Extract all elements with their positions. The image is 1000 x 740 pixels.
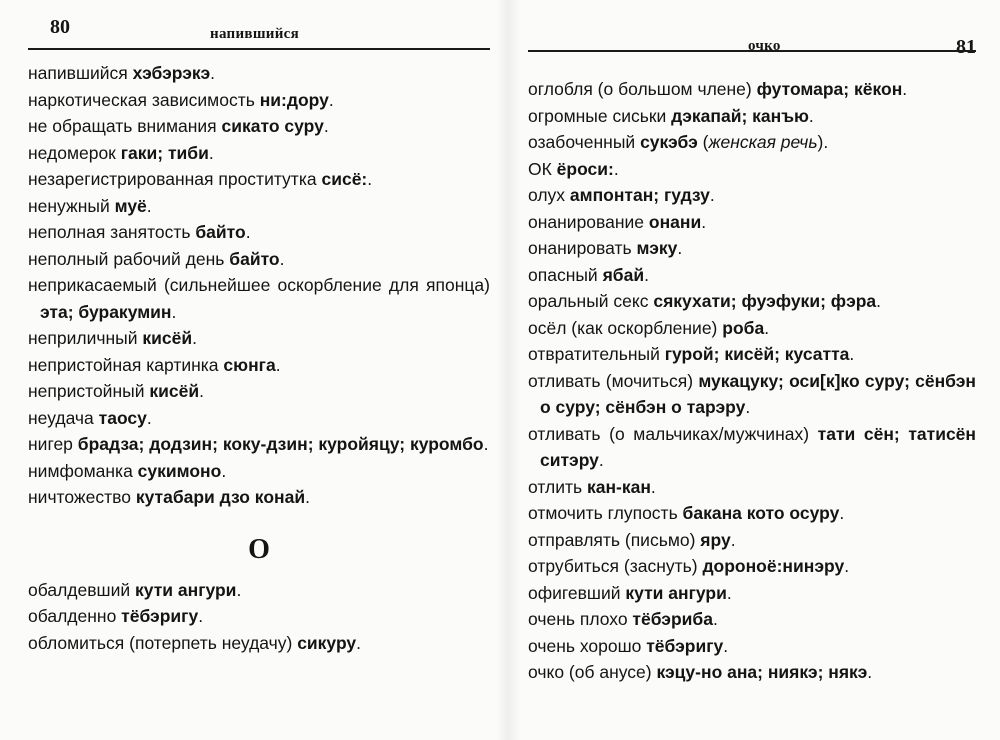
right-entries bbox=[528, 76, 976, 686]
dictionary-entry bbox=[28, 113, 490, 140]
entry-headword: обломиться (потерпеть неудачу) bbox=[28, 632, 298, 653]
left-entries-before bbox=[28, 60, 490, 511]
entry-headword: . bbox=[598, 450, 604, 470]
entry-headword: . bbox=[328, 89, 334, 110]
dictionary-entry bbox=[28, 272, 490, 325]
dictionary-entry bbox=[528, 76, 976, 103]
entry-headword: неполная занятость bbox=[28, 222, 196, 242]
entry-headword: непристойный bbox=[28, 381, 150, 401]
entry-headword: ничтожество bbox=[28, 487, 136, 507]
left-page bbox=[28, 0, 490, 740]
dictionary-entry bbox=[528, 553, 976, 580]
entry-headword: недомерок bbox=[28, 142, 121, 163]
dictionary-entry bbox=[528, 315, 976, 342]
entry-translation: роба bbox=[722, 317, 765, 338]
entry-headword: отвратительный bbox=[528, 344, 665, 364]
dictionary-entry bbox=[528, 368, 976, 421]
entry-headword: . bbox=[171, 301, 177, 322]
entry-translation: тёбэригу bbox=[121, 606, 199, 626]
entry-headword: . bbox=[356, 632, 362, 653]
entry-translation: мукацуку; оси[к]ко суру; сёнбэн о суру; сёнбэн о тарэру bbox=[540, 370, 976, 417]
entry-headword: . bbox=[146, 407, 152, 428]
entry-headword: . bbox=[677, 238, 683, 258]
entry-headword: . bbox=[305, 487, 310, 507]
left-running-head: напившийся bbox=[210, 26, 300, 42]
entry-headword: . bbox=[221, 460, 227, 481]
entry-translation: дэкапай; канъю bbox=[671, 105, 809, 126]
entry-translation: сукэбэ bbox=[640, 132, 698, 152]
dictionary-entry bbox=[528, 129, 976, 156]
right-page-header bbox=[528, 16, 976, 58]
entry-headword: . bbox=[367, 169, 373, 189]
entry-translation: сисё: bbox=[321, 169, 368, 189]
entry-translation: муё bbox=[114, 195, 147, 216]
entry-headword: . bbox=[902, 79, 908, 99]
dictionary-entry bbox=[528, 527, 976, 554]
section-letter: О bbox=[248, 533, 270, 565]
entry-translation: сикуру bbox=[297, 632, 357, 653]
entry-headword: неприкасаемый (сильнейшее оскорбление для японца) bbox=[28, 275, 490, 295]
dictionary-entry bbox=[528, 500, 976, 527]
entry-translation: таосу bbox=[98, 407, 147, 428]
entry-translation: сикато суру bbox=[221, 116, 324, 136]
entry-headword: опасный bbox=[528, 264, 603, 285]
entry-headword: . bbox=[208, 142, 214, 163]
entry-headword: не обращать внимания bbox=[28, 116, 222, 136]
entry-translation: кан-кан bbox=[586, 476, 651, 497]
entry-headword: нимфоманка bbox=[28, 460, 138, 481]
entry-translation: футомара; кёкон bbox=[756, 79, 903, 99]
dictionary-entry bbox=[528, 182, 976, 209]
entry-translation: ёроси: bbox=[556, 158, 614, 179]
entry-headword: очко (об анусе) bbox=[528, 662, 657, 682]
dictionary-entry bbox=[28, 630, 490, 657]
entry-headword: . bbox=[808, 105, 814, 126]
dictionary-entry bbox=[528, 341, 976, 368]
right-running-head: очко bbox=[748, 38, 781, 54]
entry-headword: обалденно bbox=[28, 606, 122, 626]
entry-translation: сякухати; фуэфуки; фэра bbox=[653, 291, 877, 311]
left-page-header bbox=[28, 16, 490, 52]
book-gutter bbox=[496, 0, 520, 740]
entry-headword: . bbox=[709, 185, 715, 205]
dictionary-entry bbox=[28, 405, 490, 432]
dictionary-entry bbox=[28, 140, 490, 167]
entry-headword: отливать (мочиться) bbox=[528, 370, 699, 391]
entry-headword: отливать (о мальчиках/мужчинах) bbox=[528, 423, 818, 444]
entry-translation: тёбэриба bbox=[632, 609, 713, 629]
entry-headword: . bbox=[323, 116, 329, 136]
entry-note: женская речь bbox=[708, 132, 818, 152]
dictionary-entry bbox=[528, 633, 976, 660]
dictionary-entry bbox=[528, 156, 976, 183]
entry-headword: . bbox=[701, 211, 707, 232]
entry-headword: . bbox=[146, 195, 152, 216]
right-entries-list bbox=[528, 76, 976, 686]
dictionary-entry bbox=[28, 60, 490, 87]
dictionary-entry bbox=[528, 659, 976, 686]
entry-headword: огромные сиськи bbox=[528, 105, 672, 126]
entry-headword: отправлять (письмо) bbox=[528, 529, 701, 550]
entry-headword: ОК bbox=[528, 158, 557, 179]
entry-headword: . bbox=[867, 662, 873, 682]
entry-headword: . bbox=[730, 529, 736, 550]
dictionary-entry bbox=[28, 378, 490, 405]
right-page bbox=[528, 0, 976, 740]
entry-headword: олух bbox=[528, 185, 570, 205]
dictionary-entry bbox=[28, 484, 490, 511]
entry-translation: кисёй bbox=[142, 328, 193, 348]
entry-headword: . bbox=[279, 248, 285, 269]
entry-headword: незарегистрированная проститутка bbox=[28, 169, 322, 189]
left-header-rule bbox=[28, 48, 490, 50]
entry-headword: отмочить глупость bbox=[528, 503, 683, 523]
right-page-number: 81 bbox=[956, 36, 976, 58]
entry-headword: . bbox=[245, 222, 251, 242]
entry-headword: . bbox=[876, 291, 882, 311]
entry-translation: онани bbox=[648, 211, 702, 232]
entry-translation: тати сён; татисён ситэру bbox=[540, 423, 976, 470]
entry-headword: . bbox=[764, 317, 770, 338]
entry-translation: тёбэригу bbox=[646, 635, 724, 656]
entry-translation: сюнга bbox=[223, 354, 276, 375]
entry-translation: брадза; додзин; коку-дзин; куройяцу; куромбо bbox=[77, 434, 484, 454]
dictionary-entry bbox=[28, 193, 490, 220]
dictionary-entry bbox=[28, 219, 490, 246]
entry-headword: . bbox=[644, 264, 649, 285]
entry-translation: дороноё:нинэру bbox=[702, 556, 845, 576]
entry-headword: . bbox=[650, 476, 656, 497]
entry-headword: . bbox=[210, 63, 215, 83]
dictionary-entry bbox=[28, 577, 490, 604]
entry-headword: ( bbox=[697, 132, 709, 152]
entry-headword: . bbox=[839, 503, 845, 523]
entry-headword: . bbox=[483, 434, 489, 454]
entry-translation: байто bbox=[229, 248, 280, 269]
entry-headword: ненужный bbox=[28, 195, 115, 216]
entry-headword: отрубиться (заснуть) bbox=[528, 556, 703, 576]
dictionary-entry bbox=[28, 325, 490, 352]
entry-translation: эта; буракумин bbox=[40, 301, 172, 322]
dictionary-entry bbox=[528, 580, 976, 607]
entry-translation: гаки; тиби bbox=[120, 142, 209, 163]
dictionary-entry bbox=[528, 606, 976, 633]
entry-headword: . bbox=[726, 582, 732, 603]
entry-translation: гурой; кисёй; кусатта bbox=[664, 344, 850, 364]
entry-headword: ). bbox=[817, 132, 829, 152]
entry-headword: . bbox=[723, 635, 729, 656]
entry-headword: обалдевший bbox=[28, 579, 135, 600]
left-entries bbox=[28, 60, 490, 656]
entry-headword: очень плохо bbox=[528, 609, 633, 629]
entry-headword: онанировать bbox=[528, 238, 637, 258]
entry-headword: неприличный bbox=[28, 328, 143, 348]
entry-headword: . bbox=[844, 556, 850, 576]
entry-translation: кутабари дзо конай bbox=[135, 487, 306, 507]
entry-translation: хэбэрэкэ bbox=[132, 63, 211, 83]
entry-translation: яру bbox=[700, 529, 731, 550]
entry-translation: байто bbox=[195, 222, 246, 242]
entry-headword: . bbox=[745, 397, 751, 417]
entry-headword: напившийся bbox=[28, 63, 133, 83]
left-entries-after bbox=[28, 577, 490, 657]
entry-headword: . bbox=[192, 328, 197, 348]
entry-headword: осёл (как оскорбление) bbox=[528, 317, 723, 338]
dictionary-entry bbox=[28, 166, 490, 193]
entry-translation: кути ангури bbox=[625, 582, 727, 603]
dictionary-entry bbox=[28, 603, 490, 630]
entry-translation: ябай bbox=[602, 264, 645, 285]
dictionary-entry bbox=[528, 262, 976, 289]
dictionary-entry bbox=[528, 103, 976, 130]
entry-headword: . bbox=[275, 354, 281, 375]
entry-translation: сукимоно bbox=[137, 460, 222, 481]
entry-translation: кэцу-но ана; ниякэ; някэ bbox=[656, 662, 868, 682]
entry-headword: . bbox=[198, 606, 204, 626]
entry-translation: ни:дору bbox=[259, 89, 329, 110]
dictionary-entry bbox=[28, 352, 490, 379]
entry-headword: офигевший bbox=[528, 582, 626, 603]
dictionary-entry bbox=[528, 421, 976, 474]
right-header-rule bbox=[528, 50, 976, 52]
entry-translation: кисёй bbox=[149, 381, 200, 401]
entry-headword: . bbox=[613, 158, 619, 179]
entry-headword: . bbox=[849, 344, 855, 364]
entry-translation: мэку bbox=[636, 238, 678, 258]
entry-headword: . bbox=[199, 381, 204, 401]
dictionary-entry bbox=[28, 87, 490, 114]
dictionary-entry bbox=[28, 431, 490, 458]
dictionary-entry bbox=[28, 246, 490, 273]
entry-headword: очень хорошо bbox=[528, 635, 647, 656]
entry-headword: нигер bbox=[28, 434, 78, 454]
entry-headword: неудача bbox=[28, 407, 99, 428]
entry-headword: . bbox=[236, 579, 242, 600]
dictionary-entry bbox=[528, 209, 976, 236]
entry-headword: наркотическая зависимость bbox=[28, 89, 260, 110]
entry-translation: ампонтан; гудзу bbox=[569, 185, 710, 205]
left-page-number: 80 bbox=[50, 16, 70, 38]
entry-headword: непристойная картинка bbox=[28, 354, 224, 375]
entry-translation: кути ангури bbox=[135, 579, 237, 600]
dictionary-entry bbox=[528, 288, 976, 315]
entry-translation: бакана кото осуру bbox=[682, 503, 840, 523]
dictionary-entry bbox=[528, 235, 976, 262]
entry-headword: оглобля (о большом члене) bbox=[528, 79, 757, 99]
entry-headword: онанирование bbox=[528, 211, 649, 232]
dictionary-entry bbox=[28, 458, 490, 485]
entry-headword: отлить bbox=[528, 476, 587, 497]
entry-headword: . bbox=[712, 609, 718, 629]
dictionary-entry bbox=[528, 474, 976, 501]
entry-headword: оральный секс bbox=[528, 291, 654, 311]
entry-headword: озабоченный bbox=[528, 132, 641, 152]
entry-headword: неполный рабочий день bbox=[28, 248, 230, 269]
